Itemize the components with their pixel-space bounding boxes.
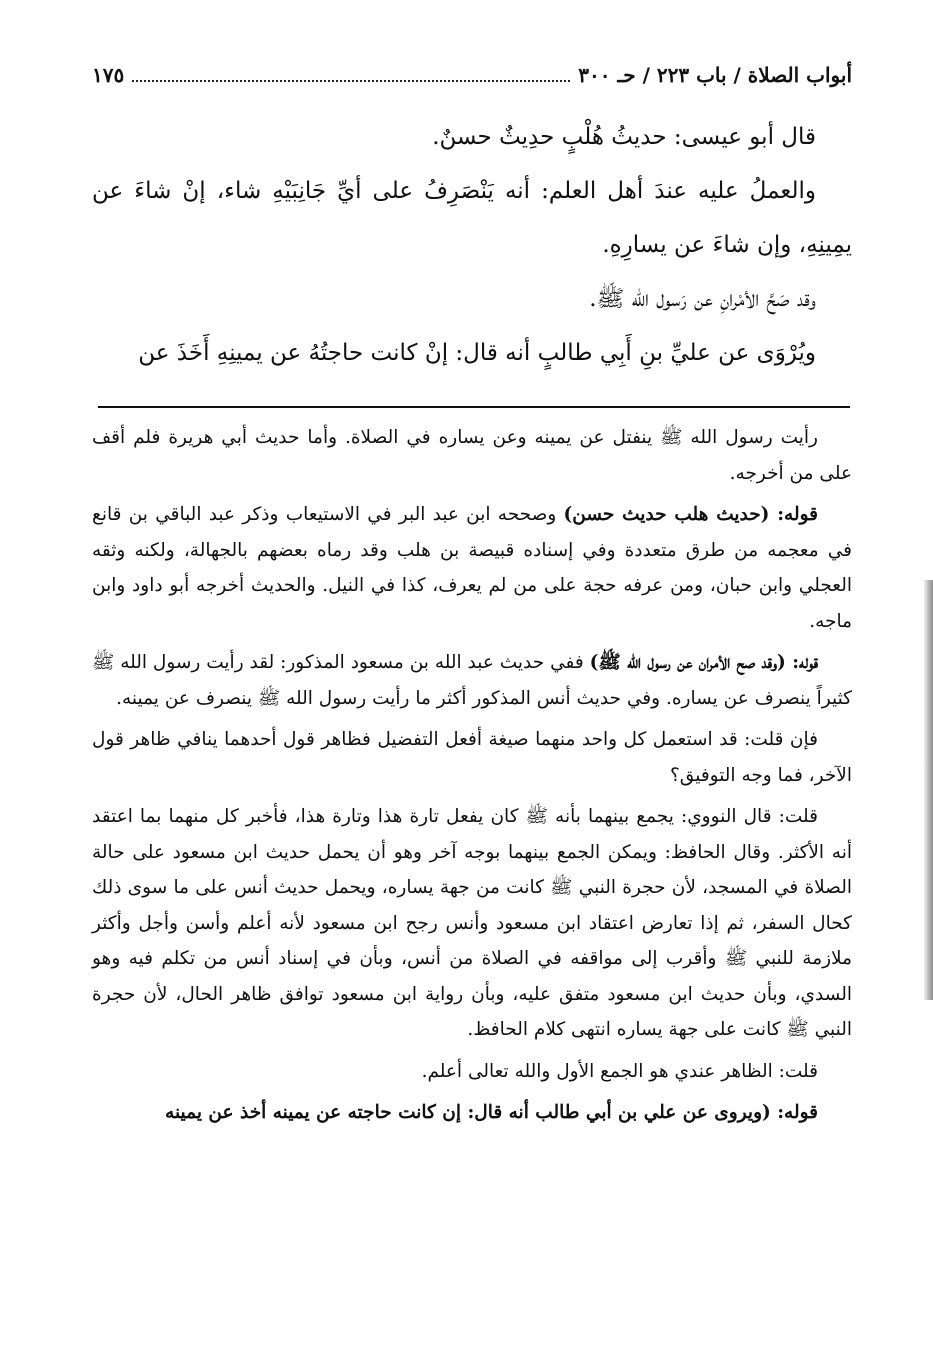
commentary-lead: قوله: (وقد صح الأمران عن رسول الله ﷺ) <box>589 652 818 673</box>
commentary-body: قلت: قال النووي: يجمع بينهما بأنه ﷺ كان يفعل تارة هذا وتارة هذا، فأخبر كل منهما بما اعتقد أنه الأكثر. وقال الحافظ: ويمكن الجمع بينهما بوجه آخر وهو أن يحمل حديث ابن مسعود على حالة الصلاة في المسجد، لأن حجرة النبي ﷺ كانت من جهة يساره، ويحمل حديث أنس على ما سوى ذلك كحال السفر، ثم إذا تعارض اعتقاد ابن مسعود وأنس رجح ابن مسعود لأنه أعلم وأسن وأجل وأكثر ملازمة للنبي ﷺ وأقرب إلى مواقفه في الصلاة من أنس، وبأن في إسناد أنس من تكلم فيه وهو السدي، وبأن حديث ابن مسعود متفق عليه، وبأن رواية ابن مسعود توافق ظاهر الحال، لأن حجرة النبي ﷺ كانت على جهة يساره انتهى كلام الحافظ. <box>92 806 852 1040</box>
main-paragraph: والعملُ عليه عندَ أهل العلم: أنه يَنْصَرِفُ على أيِّ جَانِبَيْهِ شاء، إنْ شاءَ عن يمِينِهِ، وإن شاءَ عن يسارِهِ. <box>92 178 852 258</box>
page-header <box>92 58 852 92</box>
commentary-paragraph <box>92 1054 852 1090</box>
running-title: أبواب الصلاة / باب ٢٢٣ / حـ ٣٠٠ <box>578 63 852 87</box>
commentary-body: وصححه ابن عبد البر في الاستيعاب وذكر عبد الباقي بن قانع في معجمه من طرق متعددة وفي إسناده قبيصة بن هلب وقد رماه بعضهم بالجهالة، ولكنه وثقه العجلي وابن حبان، ومن عرفه حجة على من لم يعرف، كذا في النيل. والحديث أخرجه أبو داود وابن ماجه. <box>92 504 852 632</box>
commentary-body: فإن قلت: قد استعمل كل واحد منهما صيغة أفعل التفضيل فظاهر قول أحدهما ينافي ظاهر قول الآخر، فما وجه التوفيق؟ <box>92 729 852 786</box>
commentary-body: قلت: الظاهر عندي هو الجمع الأول والله تعالى أعلم. <box>421 1060 818 1082</box>
commentary-paragraph <box>92 497 852 639</box>
commentary-body: رأيت رسول الله ﷺ ينفتل عن يمينه وعن يساره في الصلاة. وأما حديث أبي هريرة فلم أقف على من أخرجه. <box>92 427 852 484</box>
commentary-body: ففي حديث عبد الله بن مسعود المذكور: لقد رأيت رسول الله ﷺ كثيراً ينصرف عن يساره. وفي حديث أنس المذكور أكثر ما رأيت رسول الله ﷺ ينصرف عن يمينه. <box>92 652 852 709</box>
commentary-lead: قوله: (حديث هلب حديث حسن) <box>563 504 819 525</box>
dotted-leader <box>132 68 570 82</box>
commentary-paragraph <box>92 420 852 491</box>
commentary-text <box>92 420 852 1137</box>
commentary-paragraph <box>92 645 852 716</box>
main-paragraph: قال أبو عيسى: حديثُ هُلْبٍ حدِيثٌ حسنٌ. <box>432 124 816 150</box>
main-paragraph: وقد صَحَّ الأمْرانِ عن رَسول الله ﷺ. <box>589 286 816 312</box>
commentary-paragraph <box>92 1095 852 1131</box>
page-edge-shadow <box>923 580 933 1000</box>
commentary-paragraph <box>92 722 852 793</box>
main-paragraph: ويُرْوَى عن عليِّ بنِ أَبِي طالبٍ أنه قال: إنْ كانت حاجتُهُ عن يمينِهِ أَخَذَ عن <box>138 340 816 366</box>
commentary-paragraph <box>92 799 852 1048</box>
separator-rule <box>98 406 850 408</box>
commentary-lead: قوله: (ويروى عن علي بن أبي طالب أنه قال: إن كانت حاجته عن يمينه أخذ عن يمينه <box>165 1102 818 1123</box>
page-number: ١٧٥ <box>92 63 125 87</box>
main-text <box>92 110 852 380</box>
